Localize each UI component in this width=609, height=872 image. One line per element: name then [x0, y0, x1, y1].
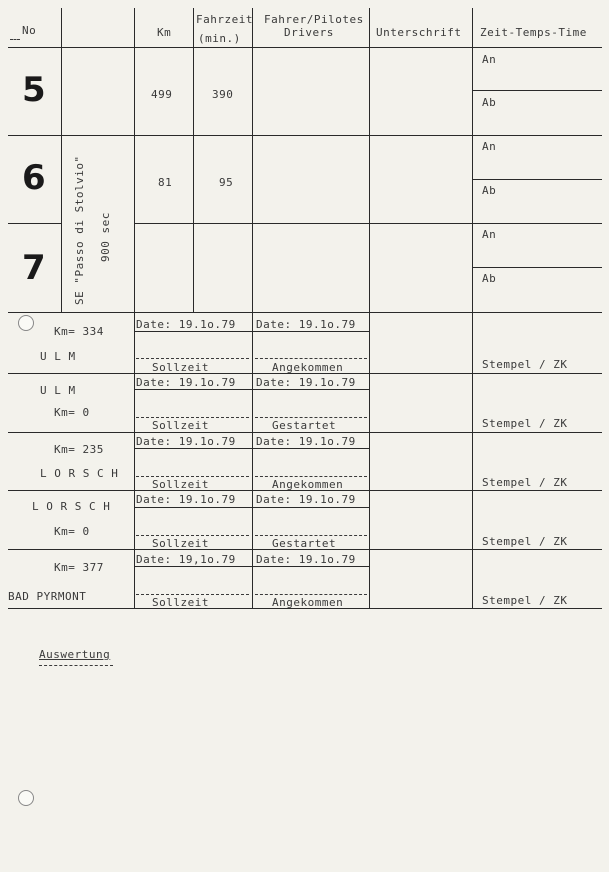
stage-ab: Ab	[482, 96, 497, 109]
stage-ab: Ab	[482, 272, 497, 285]
date-right: Date: 19.1o.79	[256, 318, 356, 331]
checkpoint-km: Km= 0	[54, 525, 90, 538]
header-fahrzeit: Fahrzeit	[196, 13, 253, 26]
header-no: No	[22, 24, 37, 37]
date-right: Date: 19.1o.79	[256, 493, 356, 506]
date-right: Date: 19.1o.79	[256, 553, 356, 566]
stage-km: 81	[158, 176, 173, 189]
date-left: Date: 19.1o.79	[136, 435, 236, 448]
stage-number: 6	[22, 158, 46, 198]
header-zeit: Zeit-Temps-Time	[480, 26, 587, 39]
stamp-label: Stempel / ZK	[482, 417, 568, 430]
label-status: Gestartet	[272, 419, 337, 432]
date-left: Date: 19.1o.79	[136, 376, 236, 389]
checkpoint-location: L O R S C H	[40, 467, 119, 480]
stamp-label: Stempel / ZK	[482, 594, 568, 607]
date-right: Date: 19.1o.79	[256, 435, 356, 448]
checkpoint-km: Km= 334	[54, 325, 104, 338]
label-sollzeit: Sollzeit	[152, 596, 209, 609]
punch-hole-bottom	[18, 790, 34, 806]
checkpoint-km: Km= 0	[54, 406, 90, 419]
special-stage-name: SE "Passo di Stolvio"	[73, 155, 86, 305]
auswertung-heading: Auswertung	[39, 648, 111, 661]
date-right: Date: 19.1o.79	[256, 376, 356, 389]
checkpoint-location: L O R S C H	[32, 500, 111, 513]
stamp-label: Stempel / ZK	[482, 476, 568, 489]
punch-hole-top	[18, 315, 34, 331]
special-stage-time: 900 sec	[99, 212, 112, 262]
header-drivers: Drivers	[284, 26, 334, 39]
header-km: Km	[157, 26, 172, 39]
label-status: Angekommen	[272, 361, 344, 374]
label-sollzeit: Sollzeit	[152, 478, 209, 491]
stage-ab: Ab	[482, 184, 497, 197]
stage-number: 5	[22, 70, 46, 110]
checkpoint-km: Km= 235	[54, 443, 104, 456]
header-unterschrift: Unterschrift	[376, 26, 462, 39]
stage-an: An	[482, 228, 497, 241]
stamp-label: Stempel / ZK	[482, 358, 568, 371]
header-fahrer: Fahrer/Pilotes	[264, 13, 364, 26]
label-sollzeit: Sollzeit	[152, 419, 209, 432]
header-min: (min.)	[198, 32, 241, 45]
label-sollzeit: Sollzeit	[152, 361, 209, 374]
label-status: Angekommen	[272, 478, 344, 491]
checkpoint-km: Km= 377	[54, 561, 104, 574]
date-left: Date: 19.1o.79	[136, 318, 236, 331]
stage-an: An	[482, 140, 497, 153]
label-status: Angekommen	[272, 596, 344, 609]
checkpoint-location: BAD PYRMONT	[8, 590, 87, 603]
stage-fahrzeit: 390	[212, 88, 234, 101]
stage-an: An	[482, 53, 497, 66]
date-left: Date: 19.1o.79	[136, 493, 236, 506]
stamp-label: Stempel / ZK	[482, 535, 568, 548]
checkpoint-location: U L M	[40, 384, 76, 397]
label-sollzeit: Sollzeit	[152, 537, 209, 550]
stage-km: 499	[151, 88, 173, 101]
date-left: Date: 19,1o.79	[136, 553, 236, 566]
stage-fahrzeit: 95	[219, 176, 234, 189]
label-status: Gestartet	[272, 537, 337, 550]
stage-number: 7	[22, 248, 46, 288]
checkpoint-location: U L M	[40, 350, 76, 363]
